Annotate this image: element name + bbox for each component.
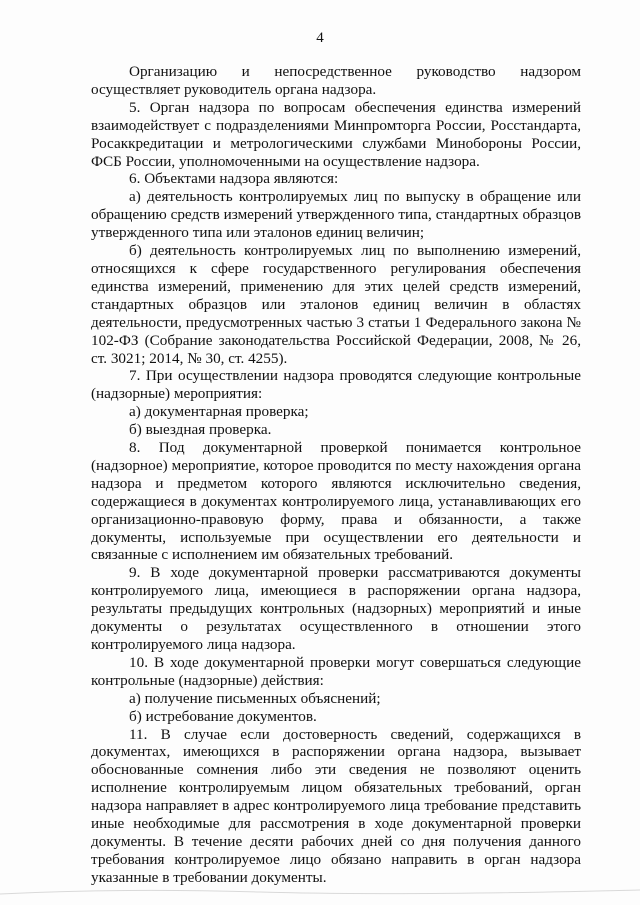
paragraph-supervision-management: Организацию и непосредственное руководство надзором осуществляет руководитель органа надзора. bbox=[91, 63, 581, 98]
paragraph-6a: а) деятельность контролируемых лиц по выпуску в обращение или обращению средств измерений утвержденного типа, стандартных образцов утвержденного типа или эталонов единиц величин; bbox=[91, 188, 581, 242]
page-number: 4 bbox=[316, 30, 324, 46]
paragraph-10a: а) получение письменных объяснений; bbox=[129, 689, 381, 707]
paragraph-9: 9. В ходе документарной проверки рассматриваются документы контролируемого лица, имеющиеся в распоряжении органа надзора, результаты предыдущих контрольных (надзорных) мероприятий и иные документы о результатах осуществленного в отношении этого контролируемого лица надзора. bbox=[91, 564, 581, 653]
paragraph-6: 6. Объектами надзора являются: bbox=[129, 170, 339, 188]
paragraph-7: 7. При осуществлении надзора проводятся следующие контрольные (надзорные) мероприятия: bbox=[91, 367, 581, 403]
paragraph-6b: б) деятельность контролируемых лиц по выполнению измерений, относящихся к сфере государственного регулирования обеспечения единства измерений, применению для этих целей средств измерений, стандартных образцов или эталонов единиц величин в областях деятельности, предусмотренных частью 3 статьи 1 Федерального закона № 102-ФЗ (Собрание законодательства Российской Федерации, 2008, № 26, ст. 3021; 2014, № 30, ст. 4255). bbox=[91, 242, 581, 367]
paragraph-7a: а) документарная проверка; bbox=[129, 403, 309, 421]
paragraph-10b: б) истребование документов. bbox=[129, 707, 317, 725]
paragraph-5: 5. Орган надзора по вопросам обеспечения единства измерений взаимодействует с подразделениями Минпромторга России, Росстандарта, Росаккредитации и метрологическими службами Минобороны России, ФСБ России, уполномоченными на осуществление надзора. bbox=[91, 98, 581, 170]
paragraph-10: 10. В ходе документарной проверки могут совершаться следующие контрольные (надзорные) действия: bbox=[91, 653, 581, 689]
paragraph-7b: б) выездная проверка. bbox=[129, 421, 272, 439]
paragraph-8: 8. Под документарной проверкой понимается контрольное (надзорное) мероприятие, которое проводится по месту нахождения органа надзора и предметом которого являются исключительно сведения, содержащиеся в документах контролируемого лица, устанавливающих его организационно-правовую форму, права и обязанности, а также документы, используемые при осуществлении его деятельности и связанные с исполнением им обязательных требований. bbox=[91, 439, 581, 564]
document-body bbox=[91, 63, 581, 887]
paragraph-11: 11. В случае если достоверность сведений, содержащихся в документах, имеющихся в распоряжении органа надзора, вызывает обоснованные сомнения либо эти сведения не позволяют оценить исполнение контролируемым лицом обязательных требований, орган надзора направляет в адрес контролируемого лица требование представить иные необходимые для рассмотрения в ходе документарной проверки документы. В течение десяти рабочих дней со дня получения данного требования контролируемое лицо обязано направить в орган надзора указанные в требовании документы. bbox=[91, 725, 581, 886]
scan-artifact-icon bbox=[0, 880, 640, 905]
scan-bottom-edge bbox=[0, 880, 640, 905]
